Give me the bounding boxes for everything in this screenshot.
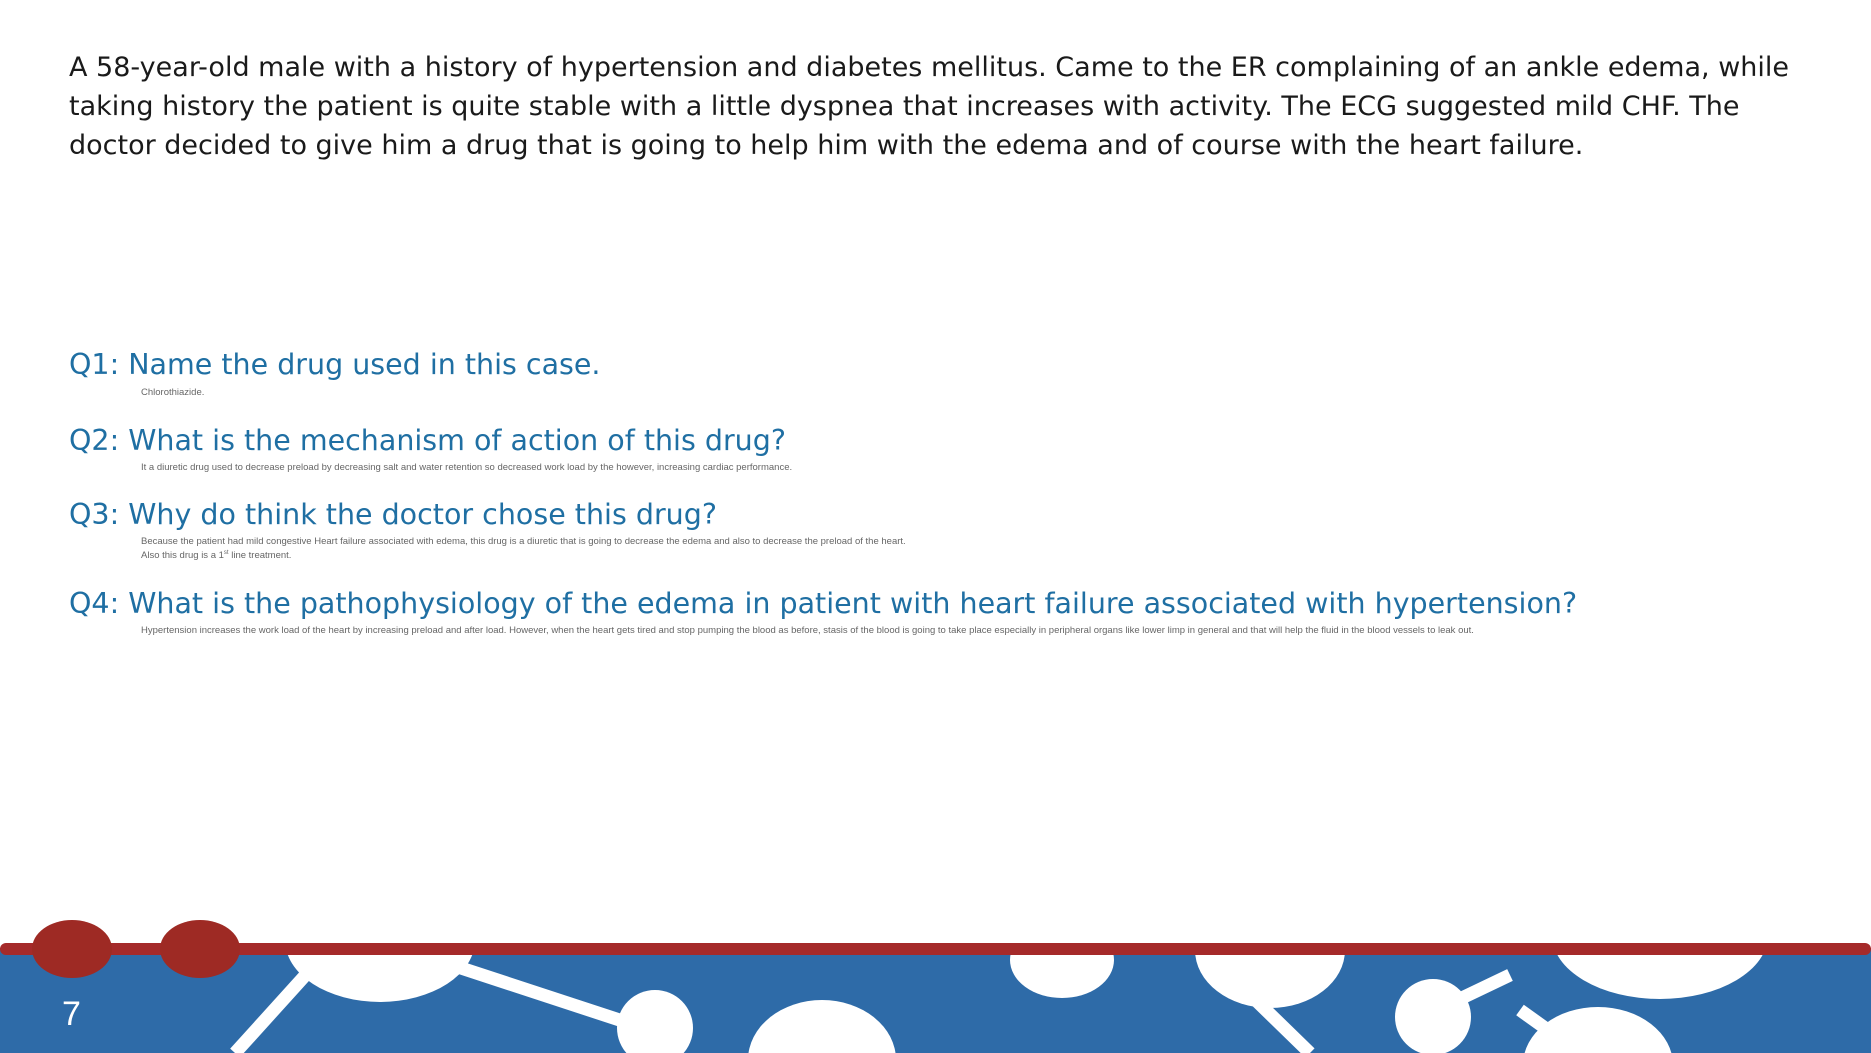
question-4-heading: Q4: What is the pathophysiology of the edema in patient with heart failure associated with hypertension? xyxy=(69,587,1578,620)
question-4-answer: Hypertension increases the work load of the heart by increasing preload and after load. However, when the heart gets tired and stop pumping the blood as before, stasis of the blood is going to take place especially in peripheral organs like lower limp in general and that will help the fluid in the blood vessels to leak out. xyxy=(141,625,1474,636)
question-3-answer-line-2-ordinal: st xyxy=(223,549,229,556)
case-description: A 58-year-old male with a history of hypertension and diabetes mellitus. Came to the ER complaining of an ankle edema, while taking history the patient is quite stable with a little dyspnea that increases with activity. The ECG suggested mild CHF. The doctor decided to give him a drug that is going to help him with the edema and of course with the heart failure. xyxy=(69,52,1789,161)
question-3-answer xyxy=(141,535,906,563)
page-number: 7 xyxy=(62,995,81,1033)
footer-accent-line xyxy=(0,943,1871,955)
question-1-heading: Q1: Name the drug used in this case. xyxy=(69,348,601,381)
question-3-answer-line-2 xyxy=(141,549,906,563)
footer-dot-right xyxy=(160,920,240,978)
footer-dot-left xyxy=(32,920,112,978)
question-3-answer-line-2-prefix: Also this drug is a 1 xyxy=(141,550,224,561)
question-1-answer: Chlorothiazide. xyxy=(141,387,205,398)
question-2-answer: It a diuretic drug used to decrease preload by decreasing salt and water retention so decreased work load by the however, increasing cardiac performance. xyxy=(141,462,793,473)
question-3-heading: Q3: Why do think the doctor chose this drug? xyxy=(69,498,717,531)
question-2-heading: Q2: What is the mechanism of action of this drug? xyxy=(69,424,786,457)
question-3-answer-line-2-suffix: line treatment. xyxy=(228,550,292,561)
footer-decoration xyxy=(0,900,1871,1053)
question-3-answer-line-1: Because the patient had mild congestive Heart failure associated with edema, this drug is a diuretic that is going to decrease the edema and also to decrease the preload of the heart. xyxy=(141,536,906,547)
